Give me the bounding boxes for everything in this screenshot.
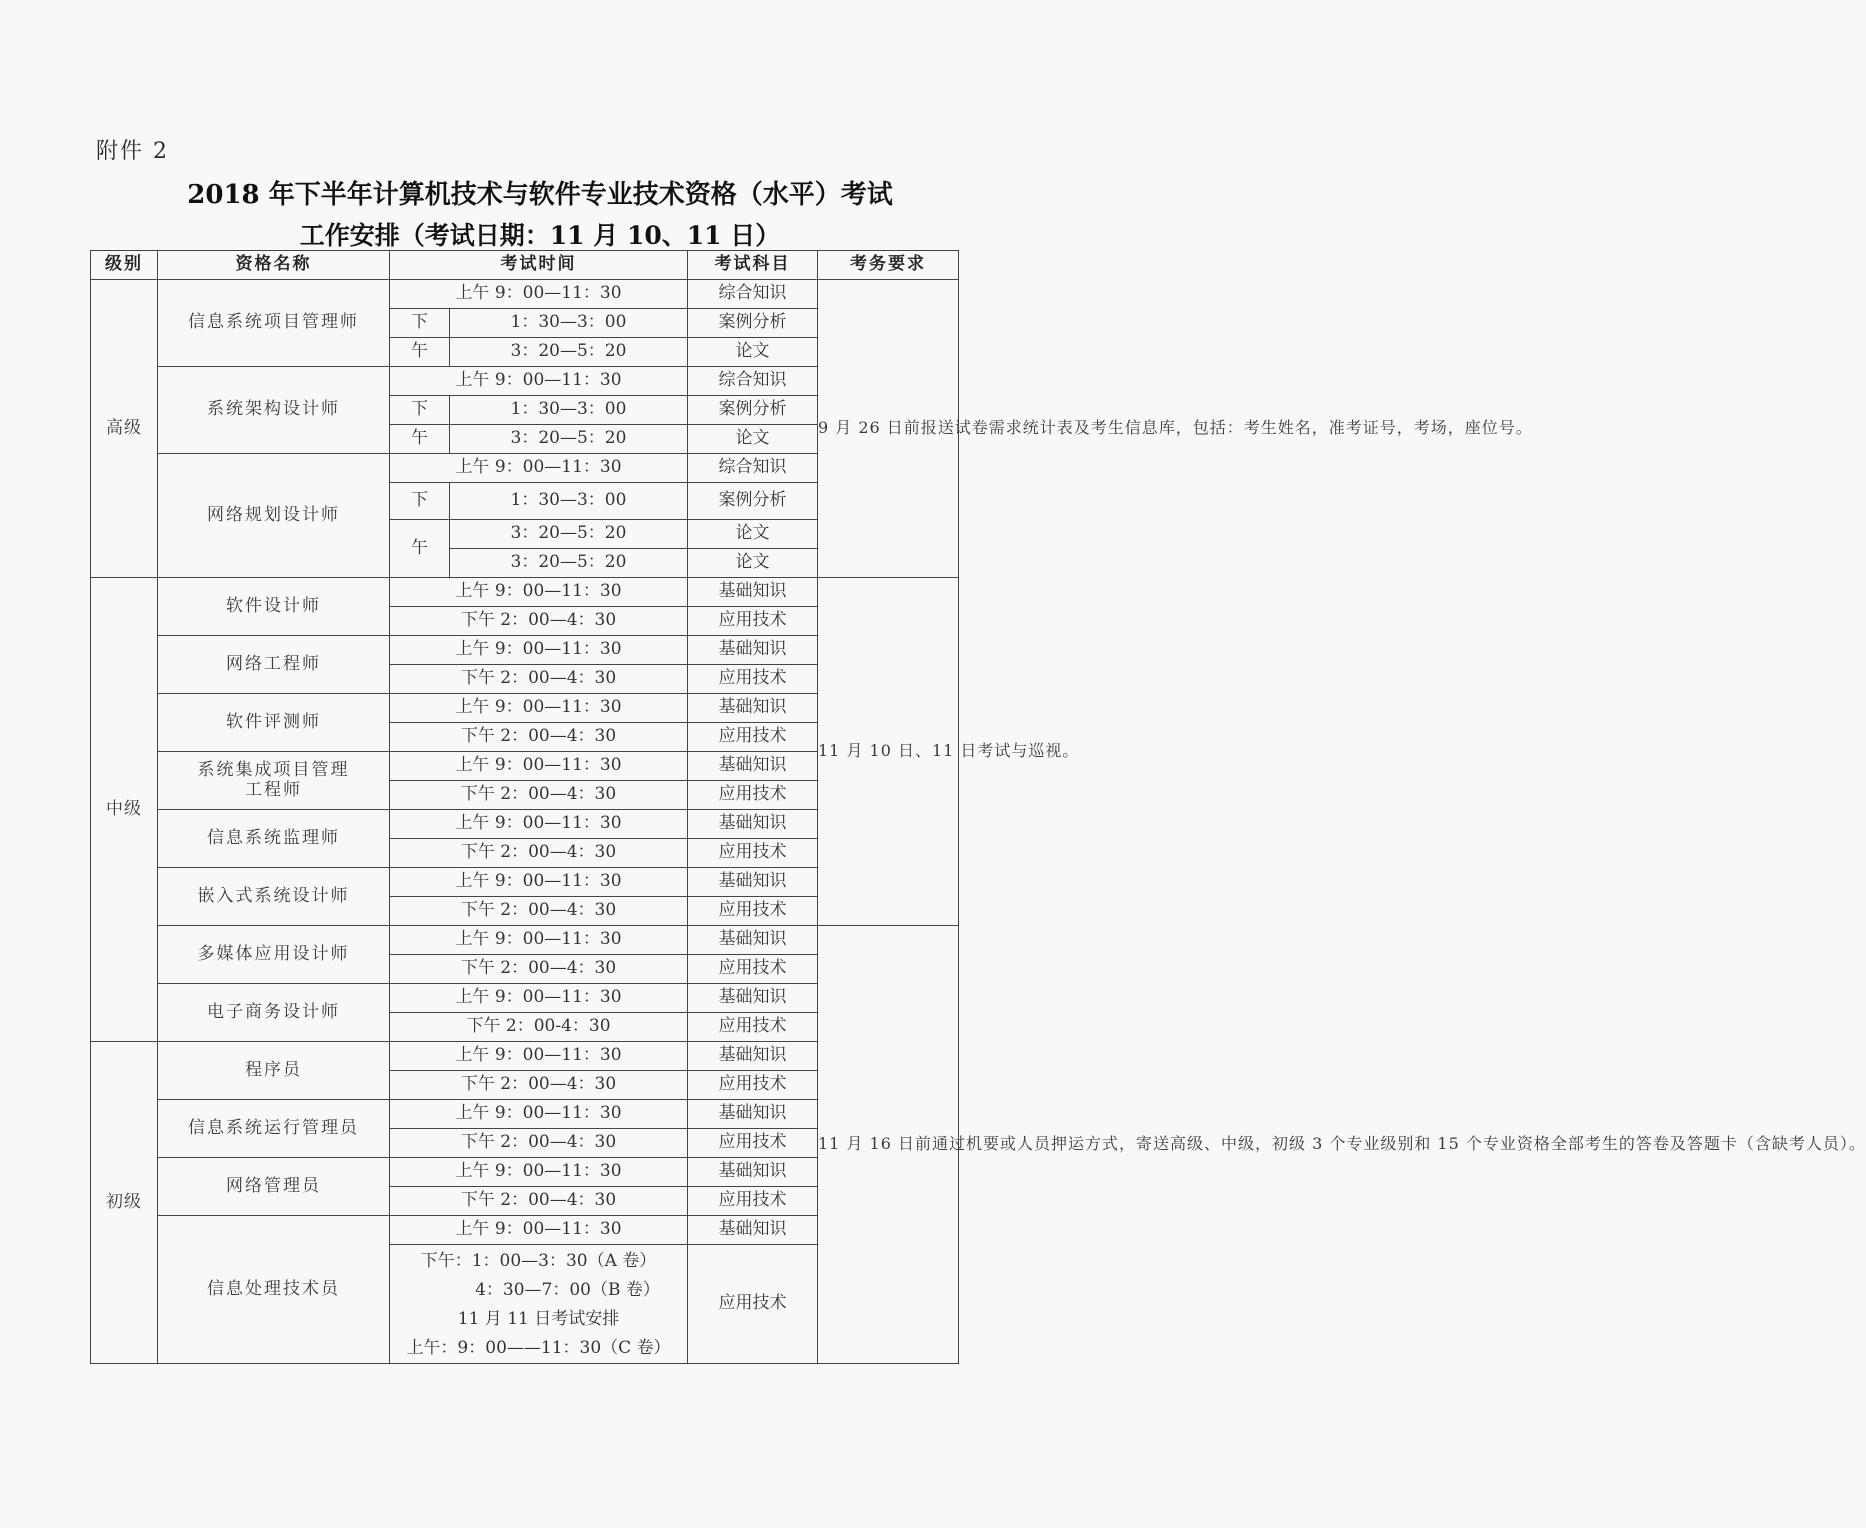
level-junior: 初级 xyxy=(91,1042,158,1364)
exam-subject: 应用技术 xyxy=(688,1013,818,1042)
exam-time: 上午 9：00—11：30 xyxy=(390,752,688,781)
level-senior: 高级 xyxy=(91,280,158,578)
exam-subject: 应用技术 xyxy=(688,839,818,868)
exam-subject: 应用技术 xyxy=(688,607,818,636)
table-row xyxy=(91,280,959,309)
exam-time: 下午 2：00-4：30 xyxy=(390,1013,688,1042)
requirement-note: 9 月 26 日前报送试卷需求统计表及考生信息库，包括：考生姓名，准考证号，考场，座位号。 xyxy=(818,280,959,578)
exam-time: 上午 9：00—11：30 xyxy=(390,1100,688,1129)
exam-time: 上午 9：00—11：30 xyxy=(390,367,688,396)
exam-time: 上午 9：00—11：30 xyxy=(390,984,688,1013)
exam-time: 上午 9：00—11：30 xyxy=(390,578,688,607)
qualification-name xyxy=(158,752,390,810)
exam-subject: 论文 xyxy=(688,549,818,578)
exam-time: 上午 9：00—11：30 xyxy=(390,1158,688,1187)
exam-time-line1: 下午：1：00—3：30（A 卷） xyxy=(420,1251,657,1271)
afternoon-label: 午 xyxy=(390,425,450,454)
exam-time-line4: 上午：9：00——11：30（C 卷） xyxy=(406,1338,671,1358)
qualification-name: 网络规划设计师 xyxy=(158,454,390,578)
exam-time: 下午 2：00—4：30 xyxy=(390,839,688,868)
exam-subject: 综合知识 xyxy=(688,454,818,483)
exam-subject: 应用技术 xyxy=(688,781,818,810)
header-requirement: 考务要求 xyxy=(818,251,959,280)
exam-subject: 基础知识 xyxy=(688,868,818,897)
exam-time: 上午 9：00—11：30 xyxy=(390,810,688,839)
exam-time: 下午 2：00—4：30 xyxy=(390,1187,688,1216)
exam-time: 1：30—3：00 xyxy=(450,483,688,520)
qualification-name: 软件评测师 xyxy=(158,694,390,752)
exam-subject: 应用技术 xyxy=(688,1187,818,1216)
table-header-row xyxy=(91,251,959,280)
qualification-name: 多媒体应用设计师 xyxy=(158,926,390,984)
exam-schedule-table xyxy=(90,250,1866,1364)
exam-time: 下午 2：00—4：30 xyxy=(390,955,688,984)
qualification-name: 网络工程师 xyxy=(158,636,390,694)
exam-time: 上午 9：00—11：30 xyxy=(390,1042,688,1071)
exam-subject: 应用技术 xyxy=(688,1245,818,1364)
exam-time: 上午 9：00—11：30 xyxy=(390,280,688,309)
qualification-name: 信息处理技术员 xyxy=(158,1216,390,1364)
exam-subject: 基础知识 xyxy=(688,578,818,607)
requirement-note: 11 月 10 日、11 日考试与巡视。 xyxy=(818,578,959,926)
exam-subject: 案例分析 xyxy=(688,396,818,425)
exam-subject: 综合知识 xyxy=(688,367,818,396)
afternoon-label: 下 xyxy=(390,309,450,338)
exam-subject: 应用技术 xyxy=(688,723,818,752)
exam-subject: 应用技术 xyxy=(688,897,818,926)
exam-time: 3：20—5：20 xyxy=(450,549,688,578)
qualification-name: 系统架构设计师 xyxy=(158,367,390,454)
attachment-label: 附件 2 xyxy=(96,139,169,164)
exam-time-line3: 11 月 11 日考试安排 xyxy=(457,1309,620,1329)
qualification-name: 嵌入式系统设计师 xyxy=(158,868,390,926)
exam-time: 下午 2：00—4：30 xyxy=(390,723,688,752)
qualification-name: 信息系统项目管理师 xyxy=(158,280,390,367)
exam-time: 上午 9：00—11：30 xyxy=(390,926,688,955)
requirement-note: 11 月 16 日前通过机要或人员押运方式，寄送高级、中级，初级 3 个专业级别和 15 个专业资格全部考生的答卷及答题卡（含缺考人员）。 xyxy=(818,926,959,1364)
header-subject: 考试科目 xyxy=(688,251,818,280)
exam-subject: 基础知识 xyxy=(688,1100,818,1129)
exam-subject: 基础知识 xyxy=(688,1216,818,1245)
qualification-name: 电子商务设计师 xyxy=(158,984,390,1042)
exam-subject: 案例分析 xyxy=(688,309,818,338)
exam-subject: 案例分析 xyxy=(688,483,818,520)
afternoon-label: 午 xyxy=(390,338,450,367)
exam-subject: 论文 xyxy=(688,338,818,367)
exam-subject: 基础知识 xyxy=(688,810,818,839)
exam-subject: 综合知识 xyxy=(688,280,818,309)
exam-time: 1：30—3：00 xyxy=(450,396,688,425)
qualification-name-line2: 工程师 xyxy=(245,779,302,800)
qualification-name: 信息系统监理师 xyxy=(158,810,390,868)
exam-time: 下午 2：00—4：30 xyxy=(390,781,688,810)
level-intermediate: 中级 xyxy=(91,578,158,1042)
header-qualification: 资格名称 xyxy=(158,251,390,280)
header-level: 级别 xyxy=(91,251,158,280)
qualification-name: 信息系统运行管理员 xyxy=(158,1100,390,1158)
exam-subject: 基础知识 xyxy=(688,752,818,781)
exam-subject: 应用技术 xyxy=(688,955,818,984)
exam-time: 下午 2：00—4：30 xyxy=(390,607,688,636)
exam-subject: 应用技术 xyxy=(688,665,818,694)
exam-time: 3：20—5：20 xyxy=(450,425,688,454)
exam-subject: 应用技术 xyxy=(688,1071,818,1100)
exam-time-line2: 4：30—7：00（B 卷） xyxy=(475,1280,660,1300)
qualification-name: 程序员 xyxy=(158,1042,390,1100)
document-title: 2018 年下半年计算机技术与软件专业技术资格（水平）考试 xyxy=(187,180,893,210)
afternoon-label: 午 xyxy=(390,520,450,578)
exam-subject: 基础知识 xyxy=(688,1042,818,1071)
afternoon-label: 下 xyxy=(390,483,450,520)
exam-time: 上午 9：00—11：30 xyxy=(390,1216,688,1245)
exam-time: 上午 9：00—11：30 xyxy=(390,694,688,723)
exam-subject: 论文 xyxy=(688,425,818,454)
exam-time: 1：30—3：00 xyxy=(450,309,688,338)
exam-subject: 基础知识 xyxy=(688,1158,818,1187)
exam-time xyxy=(390,1245,688,1364)
afternoon-label: 下 xyxy=(390,396,450,425)
exam-time: 上午 9：00—11：30 xyxy=(390,454,688,483)
exam-time: 3：20—5：20 xyxy=(450,338,688,367)
exam-subject: 论文 xyxy=(688,520,818,549)
exam-time: 上午 9：00—11：30 xyxy=(390,636,688,665)
exam-time: 3：20—5：20 xyxy=(450,520,688,549)
exam-subject: 基础知识 xyxy=(688,636,818,665)
document-subtitle: 工作安排（考试日期：11 月 10、11 日） xyxy=(299,221,781,250)
header-time: 考试时间 xyxy=(390,251,688,280)
qualification-name: 软件设计师 xyxy=(158,578,390,636)
exam-subject: 应用技术 xyxy=(688,1129,818,1158)
exam-time: 下午 2：00—4：30 xyxy=(390,665,688,694)
table-row xyxy=(91,926,959,955)
exam-subject: 基础知识 xyxy=(688,694,818,723)
exam-time: 下午 2：00—4：30 xyxy=(390,897,688,926)
table-row xyxy=(91,578,959,607)
qualification-name-line1: 系统集成项目管理 xyxy=(197,759,350,780)
exam-time: 下午 2：00—4：30 xyxy=(390,1071,688,1100)
exam-subject: 基础知识 xyxy=(688,984,818,1013)
qualification-name: 网络管理员 xyxy=(158,1158,390,1216)
exam-time: 下午 2：00—4：30 xyxy=(390,1129,688,1158)
exam-subject: 基础知识 xyxy=(688,926,818,955)
exam-time: 上午 9：00—11：30 xyxy=(390,868,688,897)
